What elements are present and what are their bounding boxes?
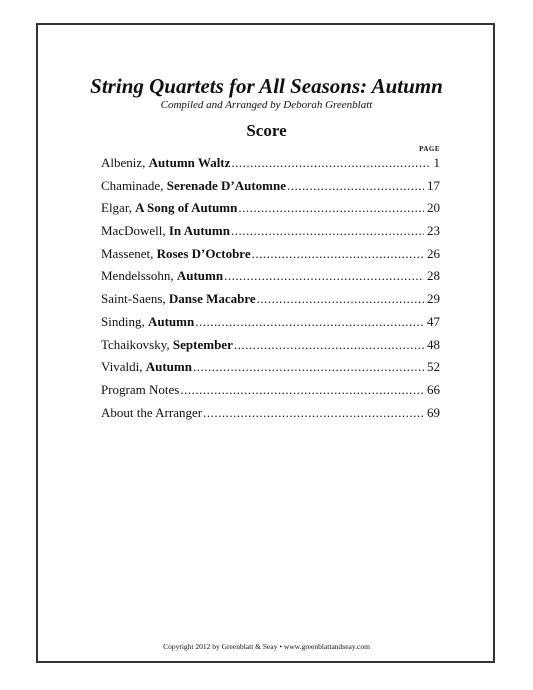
table-of-contents <box>101 155 440 427</box>
dot-leader <box>203 405 424 421</box>
toc-entry <box>101 268 440 291</box>
toc-entry <box>101 223 440 246</box>
toc-composer: Vivaldi, <box>101 359 146 375</box>
dot-leader <box>231 223 424 239</box>
toc-entry <box>101 246 440 269</box>
copyright-footer: Copyright 2012 by Greenblatt & Seay • www.greenblattandseay.com <box>163 642 370 651</box>
toc-entry <box>101 314 440 337</box>
dot-leader <box>234 337 424 353</box>
toc-page-number: 23 <box>427 223 440 239</box>
dot-leader <box>252 246 424 262</box>
toc-composer: Massenet, <box>101 245 157 261</box>
toc-composer: Tchaikovsky, <box>101 336 173 352</box>
book-subtitle: Compiled and Arranged by Deborah Greenblatt <box>160 99 373 111</box>
toc-work: A Song of Autumn <box>135 200 238 216</box>
toc-page-number: 26 <box>427 245 440 261</box>
toc-entry <box>101 382 440 405</box>
toc-entry <box>101 359 440 382</box>
toc-entry <box>101 405 440 428</box>
dot-leader <box>195 314 424 330</box>
toc-page-number: 66 <box>427 381 440 397</box>
dot-leader <box>287 178 424 194</box>
dot-leader <box>224 268 424 284</box>
dot-leader <box>180 382 424 398</box>
toc-work: Danse Macabre <box>168 291 256 307</box>
toc-composer: Sinding, <box>101 313 148 329</box>
toc-page-number: 48 <box>427 336 440 352</box>
toc-work: Autumn <box>145 359 192 375</box>
toc-work: Autumn <box>176 268 224 284</box>
book-title: String Quartets for All Seasons: Autumn <box>90 74 443 98</box>
toc-work: Autumn <box>147 313 195 329</box>
toc-composer: MacDowell, <box>101 223 169 239</box>
toc-page-number: 29 <box>427 291 440 307</box>
toc-label: About the Arranger <box>101 404 203 420</box>
toc-page-number: 1 <box>433 155 440 170</box>
dot-leader <box>257 291 424 307</box>
section-heading: Score <box>246 121 287 140</box>
dot-leader <box>231 155 430 171</box>
toc-work: September <box>172 336 233 352</box>
toc-composer: Albeniz, <box>101 155 149 170</box>
toc-page-number: 20 <box>427 200 440 216</box>
dot-leader <box>238 200 424 216</box>
toc-entry <box>101 178 440 201</box>
toc-composer: Saint-Saens, <box>101 291 169 307</box>
toc-entry <box>101 337 440 360</box>
toc-work: Serenade D’Automne <box>166 177 286 193</box>
toc-composer: Elgar, <box>101 200 136 216</box>
toc-page-number: 28 <box>427 268 440 284</box>
toc-page-number: 17 <box>427 177 440 193</box>
toc-page-number: 52 <box>427 359 440 375</box>
toc-composer: Chaminade, <box>101 177 167 193</box>
toc-entry <box>101 155 440 178</box>
toc-entry <box>101 200 440 223</box>
toc-page-number: 47 <box>427 313 440 329</box>
toc-entry <box>101 291 440 314</box>
toc-page-number: 69 <box>427 404 440 420</box>
page-column-header: PAGE <box>419 145 440 153</box>
toc-work: Autumn Waltz <box>148 155 231 170</box>
dot-leader <box>193 359 424 375</box>
toc-work: Roses D’Octobre <box>156 245 251 261</box>
toc-composer: Mendelssohn, <box>101 268 177 284</box>
toc-label: Program Notes <box>101 381 180 397</box>
toc-work: In Autumn <box>168 223 230 239</box>
